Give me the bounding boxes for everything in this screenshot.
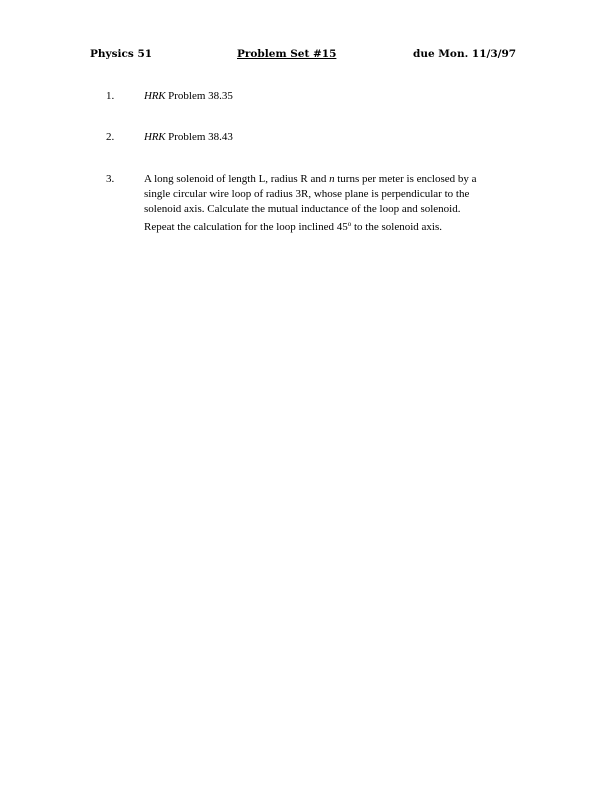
- text-segment: A long solenoid of length L, radius R and: [144, 173, 330, 185]
- problem-set-title: Problem Set #15: [237, 48, 337, 60]
- variable-n: n: [329, 173, 335, 185]
- problem-line-1: [144, 172, 514, 187]
- course-label: Physics 51: [90, 48, 153, 60]
- problem-ref-text: Problem 38.43: [165, 131, 233, 143]
- text-segment: to the solenoid axis.: [351, 221, 442, 233]
- text-segment: Repeat the calculation for the loop inclined 45: [144, 221, 348, 233]
- text-segment: turns per meter is enclosed by a: [334, 173, 477, 185]
- problem-line-4: [144, 217, 514, 235]
- due-date: due Mon. 11/3/97: [413, 48, 517, 60]
- problem-number: 2.: [106, 131, 115, 143]
- problem-ref-text: Problem 38.35: [165, 90, 233, 102]
- page-header: [0, 46, 612, 62]
- textbook-ref: HRK: [144, 131, 166, 143]
- problem-line-2: single circular wire loop of radius 3R, whose plane is perpendicular to the: [144, 188, 470, 200]
- problem-text: [144, 89, 514, 104]
- degree-symbol: o: [347, 220, 352, 228]
- problem-line-3: solenoid axis. Calculate the mutual inductance of the loop and solenoid.: [144, 203, 461, 215]
- problem-number: 3.: [106, 173, 115, 185]
- problem-text: [144, 130, 514, 145]
- textbook-ref: HRK: [144, 90, 166, 102]
- problem-number: 1.: [106, 90, 115, 102]
- problem-text: [144, 172, 514, 235]
